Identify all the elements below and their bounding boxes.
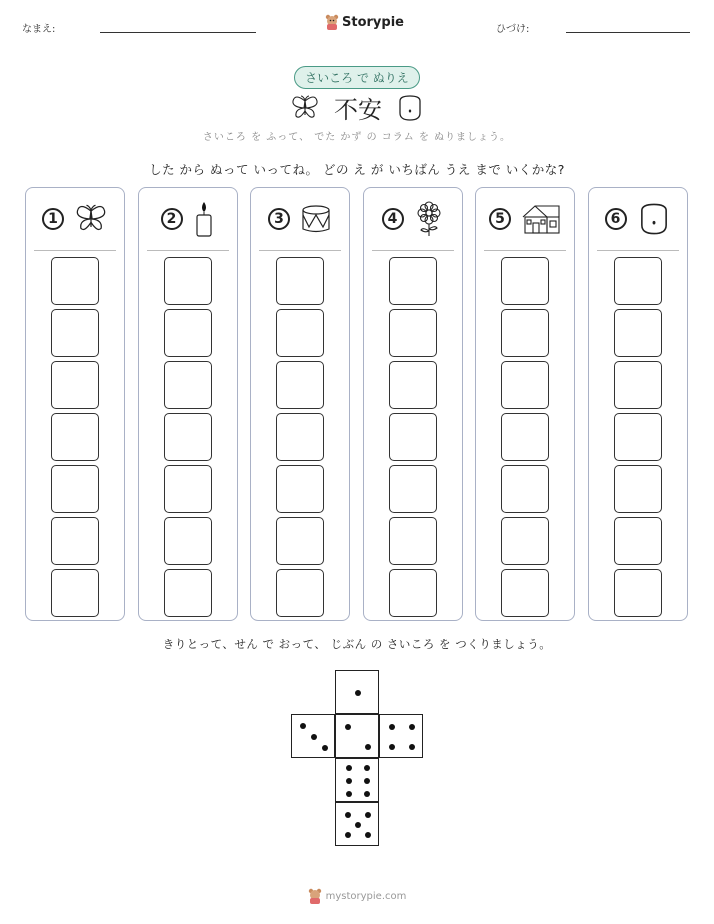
color-cell[interactable] <box>614 517 662 565</box>
title-row <box>290 90 424 125</box>
color-cell[interactable] <box>164 361 212 409</box>
color-cell[interactable] <box>276 569 324 617</box>
color-cell[interactable] <box>276 465 324 513</box>
color-cell[interactable] <box>389 465 437 513</box>
color-cell[interactable] <box>501 569 549 617</box>
dice-pip <box>355 690 361 696</box>
dice-pip <box>364 791 370 797</box>
color-cell[interactable] <box>164 465 212 513</box>
dice-pip <box>345 724 351 730</box>
color-cell[interactable] <box>389 413 437 461</box>
color-cell[interactable] <box>389 361 437 409</box>
color-cell[interactable] <box>164 569 212 617</box>
color-cell[interactable] <box>51 361 99 409</box>
color-cell[interactable] <box>501 517 549 565</box>
column-number: 5 <box>489 208 511 230</box>
butterfly-icon <box>74 202 108 236</box>
color-cell[interactable] <box>51 517 99 565</box>
color-cell[interactable] <box>51 569 99 617</box>
color-cell[interactable] <box>614 361 662 409</box>
footer-link[interactable]: mystorypie.com <box>325 890 407 902</box>
color-cell[interactable] <box>501 465 549 513</box>
dice-pip <box>355 822 361 828</box>
color-cell[interactable] <box>501 413 549 461</box>
color-cell[interactable] <box>276 361 324 409</box>
color-cell[interactable] <box>614 257 662 305</box>
color-cell[interactable] <box>164 517 212 565</box>
color-cell[interactable] <box>614 413 662 461</box>
page-title: 不安 <box>334 96 382 124</box>
color-cell[interactable] <box>51 257 99 305</box>
color-cell[interactable] <box>614 309 662 357</box>
column-4 <box>363 187 463 621</box>
color-cell[interactable] <box>501 257 549 305</box>
ghost-face-icon <box>637 202 671 236</box>
dice-pip <box>345 832 351 838</box>
column-6 <box>588 187 688 621</box>
dice-face-1 <box>335 670 379 714</box>
dice-face-4 <box>379 714 423 758</box>
date-line[interactable] <box>566 32 690 33</box>
dice-pip <box>409 724 415 730</box>
dice-pip <box>346 778 352 784</box>
color-cell[interactable] <box>51 413 99 461</box>
butterfly-icon <box>290 95 320 121</box>
color-cell[interactable] <box>51 465 99 513</box>
color-cell[interactable] <box>276 257 324 305</box>
dice-pip <box>365 832 371 838</box>
brand-name: Storypie <box>342 14 404 30</box>
color-cell[interactable] <box>164 413 212 461</box>
color-cell[interactable] <box>389 517 437 565</box>
candle-icon <box>193 200 215 238</box>
dice-face-5 <box>335 802 379 846</box>
bear-icon <box>308 888 322 904</box>
column-1 <box>25 187 125 621</box>
dice-pip <box>365 812 371 818</box>
dice-instruction: きりとって、せん で おって、 じぶん の さいころ を つくりましょう。 <box>162 637 552 651</box>
color-cell[interactable] <box>501 361 549 409</box>
dice-pip <box>346 791 352 797</box>
name-line[interactable] <box>100 32 256 33</box>
color-cell[interactable] <box>389 257 437 305</box>
color-cell[interactable] <box>164 309 212 357</box>
column-number: 4 <box>382 208 404 230</box>
column-number: 2 <box>161 208 183 230</box>
color-cell[interactable] <box>614 569 662 617</box>
dice-pip <box>364 778 370 784</box>
column-number: 3 <box>268 208 290 230</box>
dice-face-2 <box>335 714 379 758</box>
column-5 <box>475 187 575 621</box>
color-cell[interactable] <box>276 309 324 357</box>
footer <box>308 888 407 904</box>
dice-pip <box>364 765 370 771</box>
color-cell[interactable] <box>164 257 212 305</box>
color-cell[interactable] <box>51 309 99 357</box>
house-icon <box>521 203 561 235</box>
dice-face-3 <box>291 714 335 758</box>
subtitle: さいころ を ふって、 でた かず の コラム を ぬりましょう。 <box>202 132 512 143</box>
color-cell[interactable] <box>389 309 437 357</box>
dice-pip <box>300 723 306 729</box>
instruction-text: した から ぬって いってね。 どの え が いちばん うえ まで いくかな? <box>149 162 565 177</box>
column-3 <box>250 187 350 621</box>
dice-face-6 <box>335 758 379 802</box>
dice-net[interactable] <box>291 670 425 836</box>
dice-pip <box>346 765 352 771</box>
color-cell[interactable] <box>501 309 549 357</box>
dice-pip <box>311 734 317 740</box>
name-label: なまえ: <box>22 24 56 35</box>
column-number: 6 <box>605 208 627 230</box>
column-number: 1 <box>42 208 64 230</box>
drum-icon <box>300 203 332 235</box>
flower-icon <box>414 201 444 237</box>
dice-pip <box>322 745 328 751</box>
dice-pip <box>365 744 371 750</box>
brand-logo <box>325 14 404 30</box>
column-2 <box>138 187 238 621</box>
dice-pip <box>389 744 395 750</box>
columns-area <box>25 187 688 621</box>
color-cell[interactable] <box>276 517 324 565</box>
dice-pip <box>409 744 415 750</box>
color-cell[interactable] <box>389 569 437 617</box>
dice-pip <box>345 812 351 818</box>
date-label: ひづけ: <box>496 24 530 35</box>
dice-pip <box>389 724 395 730</box>
ghost-face-icon <box>396 95 424 121</box>
color-cell[interactable] <box>276 413 324 461</box>
bear-icon <box>325 14 339 30</box>
worksheet-tag: さいころ で ぬりえ <box>294 66 420 89</box>
color-cell[interactable] <box>614 465 662 513</box>
